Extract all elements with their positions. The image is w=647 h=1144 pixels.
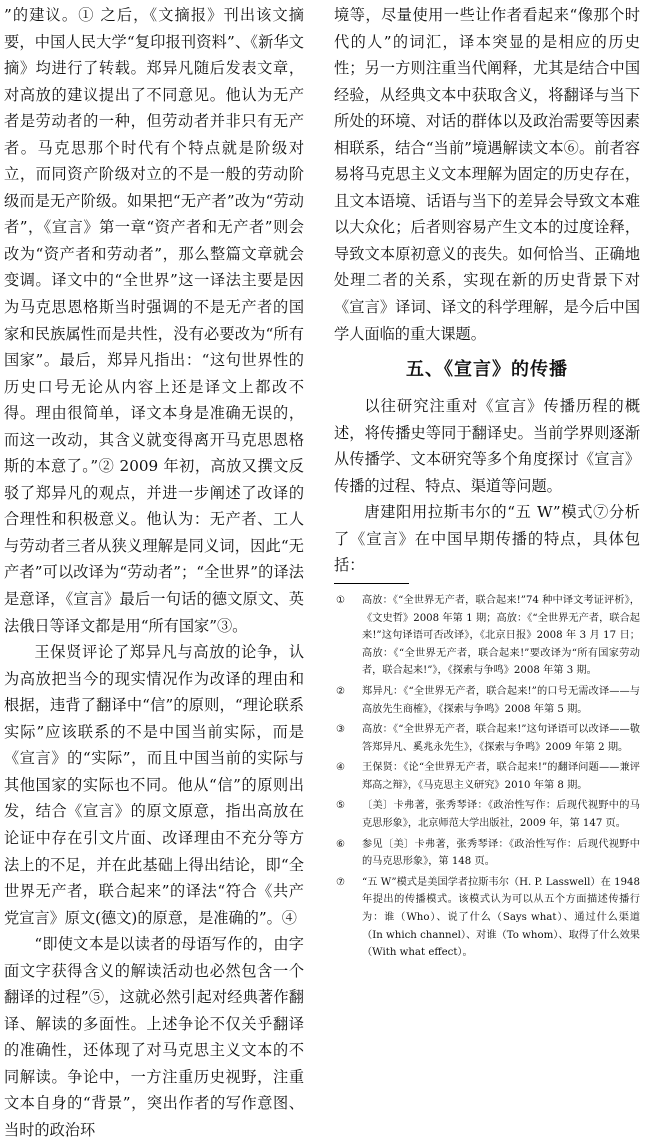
footnote-number: ⑦ (336, 876, 346, 888)
footnote-number: ③ (336, 724, 346, 736)
footnote-number: ④ (336, 762, 346, 774)
footnote-number: ⑤ (336, 800, 346, 812)
right-column (334, 2, 640, 965)
body-paragraph: 唐建阳用拉斯韦尔的“五 W”模式⑦分析了《宣言》在中国早期传播的特点，具体包括： (334, 503, 640, 575)
section-heading: 五、《宣言》的传播 (406, 359, 568, 381)
footnote-divider (334, 583, 409, 584)
footnote (334, 874, 640, 962)
body-paragraph: 境等，尽量使用一些让作者看起来“像那个时代的人”的词汇，译本突显的是相应的历史性；另一方则注重当代阐释，尤其是结合中国经验，从经典文本中获取含义，将翻译与当下所处的环境、对话的群体以及政治需要等因素相联系，结合“当前”境遇解读文本⑥。前者容易将马克思主义文本理解为固定的历史存在，且文本语境、话语与当下的差异会导致文本难以大众化；后者则容易产生文本的过度诠释，导致文本原初意义的丧失。如何恰当、正确地处理二者的关系，实现在新的历史背景下对《宣言》译词、译文的科学理解，是今后中国学人面临的重大课题。 (334, 6, 640, 343)
footnote (334, 836, 640, 871)
footnote-number: ① (336, 594, 346, 606)
footnote-text: 〔美〕卡弗著，张秀琴译：《政治性写作：后现代视野中的马克思形象》，北京师范大学出版社，2009 年，第 147 页。 (362, 800, 640, 830)
footnotes (334, 592, 640, 962)
body-paragraph: ”的建议。① 之后，《文摘报》刊出该文摘要，中国人民大学“复印报刊资料”、《新华文摘》均进行了转载。郑异凡随后发表文章，对高放的建议提出了不同意见。他认为无产者是劳动者的一种，但劳动者并非只有无产者。马克思那个时代有个特点就是阶级对立，而同资产阶级对立的不是一般的劳动阶级而是无产阶级。如果把“无产者”改为“劳动者”，《宣言》第一章“资产者和无产者”则会改为“资产者和劳动者”，那么整篇文章就会变调。译文中的“全世界”这一译法主要是因为马克思恩格斯当时强调的不是无产者的国家和民族属性而是共性，没有必要改为“所有国家”。最后，郑异凡指出：“这句世界性的历史口号无论从内容上还是译文上都改不得。理由很简单，译文本身是准确无误的，而这一改动，其含义就变得离开马克思恩格斯的本意了。”② 2009 年初，高放又撰文反驳了郑异凡的观点，并进一步阐述了改译的合理性和积极意义。他认为：无产者、工人与劳动者三者从狭义理解是同义词，因此“无产者”可以改译为“劳动者”；“全世界”的译法是意译，《宣言》最后一句话的德文原文、英法俄日等译文都是用“所有国家”③。 (4, 6, 304, 635)
footnote (334, 592, 640, 680)
body-paragraph: “即使文本是以读者的母语写作的，由字面文字获得含义的解读活动也必然包含一个翻译的过程”⑤，这就必然引起对经典著作翻译、解读的多面性。上述争论不仅关乎翻译的准确性，还体现了对马克思主义文本的不同解读。争论中，一方注重历史视野，注重文本自身的“背景”，突出作者的写作意图、当时的政治环 (4, 935, 304, 1139)
footnote-number: ⑥ (336, 838, 346, 850)
footnote-text: 王保贤：《论“全世界无产者，联合起来!”的翻译问题——兼评郑高之辩》，《马克思主义研究》2010 年第 8 期。 (362, 762, 640, 791)
footnote (334, 759, 640, 794)
footnote-number: ② (336, 685, 346, 697)
footnote-text: 高放：《“全世界无产者，联合起来!”这句译语可以改译——敬答郑异凡、奚兆永先生》，《探索与争鸣》2009 年第 2 期。 (362, 724, 640, 753)
footnote (334, 683, 640, 718)
body-paragraph: 以往研究注重对《宣言》传播历程的概述，将传播史等同于翻译史。当前学界则逐渐从传播学、文本研究等多个角度探讨《宣言》传播的过程、特点、渠道等问题。 (334, 397, 640, 495)
body-paragraph: 王保贤评论了郑异凡与高放的论争，认为高放把当今的现实情况作为改译的理由和根据，违背了翻译中“信”的原则，“理论联系实际”应该联系的不是中国当前实际，而是《宣言》的“实际”，而且中国当前的实际与其他国家的实际也不同。他从“信”的原则出发，结合《宣言》的原文原意，指出高放在论证中存在引文片面、改译理由不充分等方法上的不足，并在此基础上得出结论，即“全世界无产者，联合起来”的译法“符合《共产党宣言》原文(德文)的原意，是准确的”。④ (4, 643, 304, 927)
footnote (334, 797, 640, 832)
footnote-text: 高放：《“全世界无产者，联合起来!”74 种中译文考证评析》，《文史哲》2008 年第 1 期；高放：《“全世界无产者，联合起来!”这句译语可否改译》，《北京日报》2008 年 3 月 17 日；高放：《“全世界无产者，联合起来!”要改译为“所有国家劳动者，联合起来!”》，《探索与争鸣》2008 年第 3 期。 (362, 594, 640, 677)
footnote (334, 721, 640, 756)
left-column (4, 2, 304, 1144)
footnote-text: “五 W”模式是美国学者拉斯韦尔（H. P. Lasswell）在 1948 年提出的传播模式。该模式认为可以从五个方面描述传播行为：谁（Who）、说了什么（Says what）、通过什么渠道（In which channel）、对谁（To whom）、取得了什么效果（With what effect）。 (362, 876, 640, 959)
footnote-text: 参见〔美〕卡弗著，张秀琴译：《政治性写作：后现代视野中的马克思形象》，第 148 页。 (362, 838, 640, 868)
footnote-text: 郑异凡：《“全世界无产者，联合起来!”的口号无需改译——与高放先生商榷》，《探索与争鸣》2008 年第 5 期。 (362, 685, 640, 715)
